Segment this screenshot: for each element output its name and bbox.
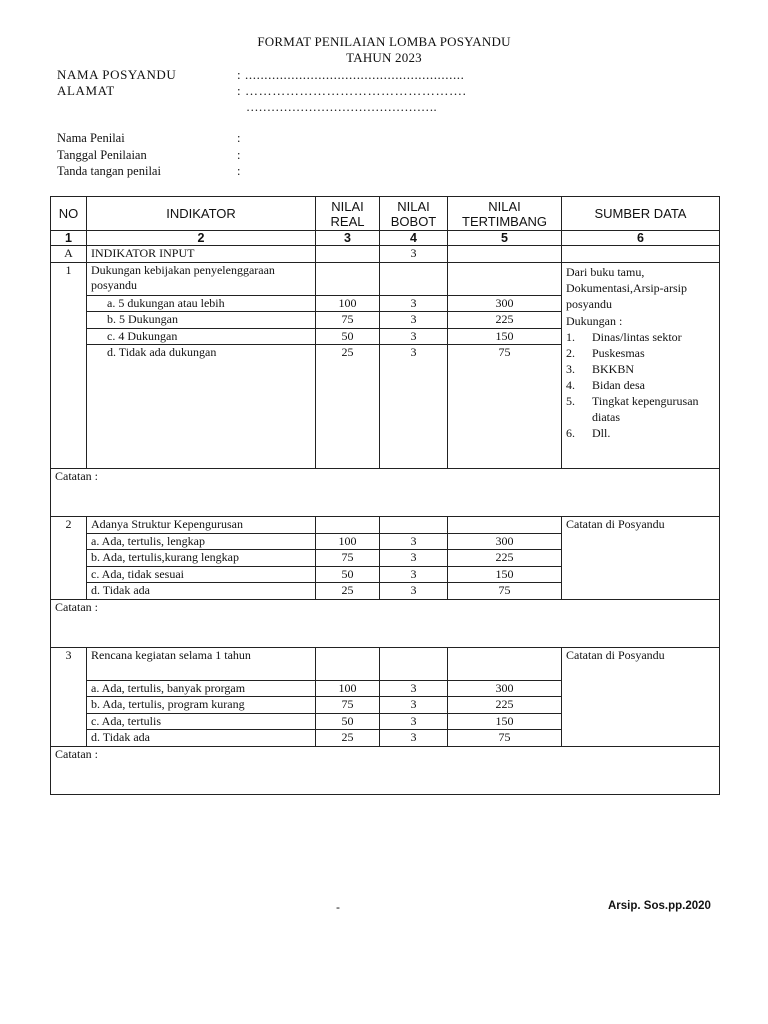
- option-bobot: 3: [380, 550, 448, 567]
- item-2-no: 2: [51, 517, 87, 600]
- tanggal-penilaian-field: [57, 148, 241, 163]
- catatan-field: Catatan :: [51, 599, 720, 647]
- option-label: d. Tidak ada: [87, 730, 316, 747]
- option-label: c. 4 Dukungan: [87, 328, 316, 345]
- item-3-sumber: Catatan di Posyandu: [562, 647, 720, 746]
- option-label: c. Ada, tertulis: [87, 713, 316, 730]
- list-item: 4. Bidan desa: [566, 377, 645, 392]
- option-real: 50: [316, 328, 380, 345]
- nama-penilai-field: [57, 131, 241, 146]
- col-number: 4: [380, 231, 448, 246]
- tanda-tangan-label: Tanda tangan penilai: [57, 164, 161, 178]
- option-real: 75: [316, 697, 380, 714]
- catatan-field: Catatan :: [51, 469, 720, 517]
- col-number: 3: [316, 231, 380, 246]
- item-1-no: 1: [51, 262, 87, 469]
- option-real: 100: [316, 295, 380, 312]
- header-nilai-tertimbang: NILAI TERTIMBANG: [448, 197, 562, 231]
- alamat-value: : ………………………………………….: [237, 83, 467, 98]
- option-bobot: 3: [380, 533, 448, 550]
- option-bobot: 3: [380, 583, 448, 600]
- option-bobot: 3: [380, 680, 448, 697]
- footer-arsip: Arsip. Sos.pp.2020: [608, 900, 711, 912]
- option-bobot: 3: [380, 713, 448, 730]
- item-1-sumber: [562, 262, 720, 469]
- col-number: 1: [51, 231, 87, 246]
- option-tertimbang: 300: [448, 680, 562, 697]
- option-label: a. 5 dukungan atau lebih: [87, 295, 316, 312]
- option-tertimbang: 75: [448, 345, 562, 469]
- section-a-bobot: 3: [380, 246, 448, 263]
- option-tertimbang: 300: [448, 533, 562, 550]
- option-bobot: 3: [380, 730, 448, 747]
- tanggal-penilaian-label: Tanggal Penilaian: [57, 148, 147, 162]
- header-nilai-bobot: NILAI BOBOT: [380, 197, 448, 231]
- table-header-row: [51, 197, 720, 231]
- tanggal-penilaian-colon: :: [237, 148, 241, 162]
- option-real: 75: [316, 312, 380, 329]
- nama-posyandu-value: : .........................................................: [237, 67, 465, 82]
- item-1-sumber-dukungan: Dukungan :: [566, 313, 623, 328]
- option-real: 75: [316, 550, 380, 567]
- catatan-field: Catatan :: [51, 746, 720, 794]
- nama-posyandu-label: NAMA POSYANDU: [57, 67, 177, 82]
- option-label: a. Ada, tertulis, lengkap: [87, 533, 316, 550]
- option-label: b. Ada, tertulis, program kurang: [87, 697, 316, 714]
- nama-penilai-label: Nama Penilai: [57, 131, 125, 145]
- table-row: [51, 517, 720, 534]
- column-number-row: [51, 231, 720, 246]
- header-no: NO: [51, 197, 87, 231]
- option-real: 25: [316, 345, 380, 469]
- tanda-tangan-colon: :: [237, 164, 241, 178]
- item-3-no: 3: [51, 647, 87, 746]
- col-number: 2: [87, 231, 316, 246]
- item-3-label: Rencana kegiatan selama 1 tahun: [87, 647, 316, 680]
- col-number: 5: [448, 231, 562, 246]
- option-tertimbang: 150: [448, 566, 562, 583]
- list-item: 3. BKKBN: [566, 361, 635, 376]
- option-tertimbang: 150: [448, 713, 562, 730]
- item-2-label: Adanya Struktur Kepengurusan: [87, 517, 316, 534]
- list-item: 6. Dll.: [566, 425, 611, 440]
- section-a-row: [51, 246, 720, 263]
- table-row: [51, 647, 720, 680]
- item-1-sumber-intro: Dari buku tamu, Dokumentasi,Arsip-arsip posyandu: [566, 264, 687, 311]
- nama-posyandu-field: [57, 67, 465, 83]
- option-real: 25: [316, 583, 380, 600]
- list-item: 2. Puskesmas: [566, 345, 645, 360]
- catatan-row: [51, 746, 720, 794]
- col-number: 6: [562, 231, 720, 246]
- header-nilai-real: NILAI REAL: [316, 197, 380, 231]
- option-bobot: 3: [380, 295, 448, 312]
- option-tertimbang: 150: [448, 328, 562, 345]
- item-2-sumber: Catatan di Posyandu: [562, 517, 720, 600]
- option-bobot: 3: [380, 566, 448, 583]
- catatan-row: [51, 469, 720, 517]
- footer-page-dash: -: [336, 900, 340, 914]
- option-tertimbang: 75: [448, 730, 562, 747]
- option-bobot: 3: [380, 697, 448, 714]
- tanda-tangan-field: [57, 164, 241, 179]
- option-bobot: 3: [380, 328, 448, 345]
- option-real: 50: [316, 713, 380, 730]
- list-item: 1. Dinas/lintas sektor: [566, 329, 682, 344]
- option-bobot: 3: [380, 312, 448, 329]
- header-indikator: INDIKATOR: [87, 197, 316, 231]
- nama-penilai-colon: :: [237, 131, 241, 145]
- option-label: c. Ada, tidak sesuai: [87, 566, 316, 583]
- option-real: 100: [316, 533, 380, 550]
- header-sumber-data: SUMBER DATA: [562, 197, 720, 231]
- option-real: 25: [316, 730, 380, 747]
- option-tertimbang: 300: [448, 295, 562, 312]
- document-year: TAHUN 2023: [346, 50, 422, 65]
- option-bobot: 3: [380, 345, 448, 469]
- option-label: b. 5 Dukungan: [87, 312, 316, 329]
- option-tertimbang: 225: [448, 697, 562, 714]
- table-row: [51, 262, 720, 295]
- option-tertimbang: 75: [448, 583, 562, 600]
- list-item: 5. Tingkat kepengurusan diatas: [566, 393, 699, 424]
- catatan-row: [51, 599, 720, 647]
- option-label: a. Ada, tertulis, banyak prorgam: [87, 680, 316, 697]
- option-tertimbang: 225: [448, 550, 562, 567]
- section-a-no: A: [51, 246, 87, 263]
- document-title: FORMAT PENILAIAN LOMBA POSYANDU: [257, 34, 511, 49]
- penilaian-table: [50, 196, 720, 795]
- option-label: b. Ada, tertulis,kurang lengkap: [87, 550, 316, 567]
- option-real: 100: [316, 680, 380, 697]
- option-real: 50: [316, 566, 380, 583]
- option-label: d. Tidak ada dukungan: [87, 345, 316, 469]
- item-1-label: Dukungan kebijakan penyelenggaraan posyandu: [87, 262, 316, 295]
- option-label: d. Tidak ada: [87, 583, 316, 600]
- alamat-label: ALAMAT: [57, 83, 115, 98]
- alamat-value-line2: ……………………………………….: [246, 100, 437, 114]
- item-1-sumber-list: [566, 329, 715, 441]
- alamat-field: [57, 83, 467, 99]
- section-a-label: INDIKATOR INPUT: [87, 246, 316, 263]
- option-tertimbang: 225: [448, 312, 562, 329]
